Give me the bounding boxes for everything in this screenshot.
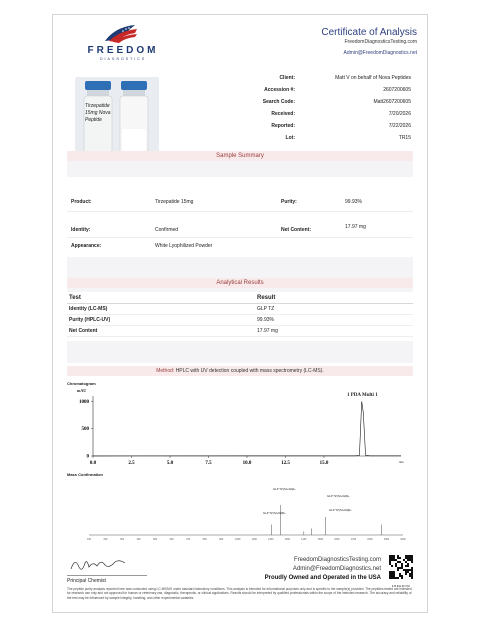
summary-table (67, 177, 413, 285)
vial-photo (75, 77, 159, 159)
mass-x-tick-label: 800 (202, 538, 207, 541)
qr-module (405, 571, 407, 573)
qr-module (401, 577, 403, 579)
qr-module (389, 571, 391, 573)
qr-module (407, 571, 409, 573)
result-test: Purity (HPLC-UV) (69, 317, 111, 323)
qr-module (389, 555, 391, 557)
info-row (203, 75, 411, 87)
info-row (203, 111, 411, 123)
method-label: Method: (156, 368, 175, 374)
qr-module (389, 557, 391, 559)
method-text: HPLC with UV detection coupled with mass spectrometry (LC-MS). (175, 368, 324, 374)
footer-website[interactable]: FreedomDiagnosticsTesting.com (293, 557, 381, 563)
qr-module (389, 559, 391, 561)
footer-contact (257, 557, 381, 581)
net-content-label: Net Content: (281, 227, 311, 233)
info-label: Lot: (285, 135, 295, 141)
results-row-rule (67, 336, 413, 337)
signature (69, 553, 129, 575)
qr-module (391, 573, 393, 575)
qr-module (391, 557, 393, 559)
qr-module (411, 559, 413, 561)
mass-x-tick-label: 900 (219, 538, 224, 541)
mass-x-tick-label: 1000 (235, 538, 241, 541)
qr-module (391, 555, 393, 557)
analytical-results-heading: Analytical Results (67, 278, 413, 288)
qr-module (393, 571, 395, 573)
qr-module (397, 569, 399, 571)
mass-confirmation-label: Mass Confirmation (67, 472, 104, 477)
qr-caption: FREEDOM (391, 584, 411, 588)
qr-module (407, 565, 409, 567)
qr-module (393, 577, 395, 579)
qr-code (387, 555, 415, 588)
qr-module (409, 557, 411, 559)
chemist-title: Principal Chemist (67, 578, 106, 584)
qr-module (401, 575, 403, 577)
qr-module (409, 575, 411, 577)
qr-module (395, 565, 397, 567)
mass-x-tick-label: 1200 (268, 538, 274, 541)
qr-module (397, 555, 399, 557)
mass-x-tick-label: 1500 (317, 538, 324, 541)
appearance-value: White Lyophilized Powder (155, 243, 213, 249)
qr-module (393, 559, 395, 561)
mass-spectrum-chart (67, 477, 413, 543)
qr-module (391, 577, 393, 579)
info-value: 7/20/2026 (388, 111, 411, 117)
mass-x-tick-label: 1400 (301, 538, 307, 541)
mass-annotation: GLP TZ [M+4H]4+ (273, 487, 296, 491)
chromatogram-label: Chromatogram (67, 381, 96, 386)
qr-module (393, 575, 395, 577)
qr-module (391, 575, 393, 577)
qr-module (399, 557, 401, 559)
analytical-spacer (67, 288, 413, 292)
qr-code-icon (387, 555, 415, 579)
y-tick-label: 1000 (79, 399, 89, 405)
qr-module (405, 569, 407, 571)
footer-email[interactable]: Admin@FreedomDiagnostics.net (292, 566, 381, 572)
qr-module (391, 571, 393, 573)
info-row (203, 99, 411, 111)
qr-module (411, 567, 413, 569)
qr-module (401, 563, 403, 565)
results-row-rule (67, 325, 413, 326)
purity-label: Purity: (281, 199, 297, 205)
info-value: Matt V on behalf of Nova Peptides (335, 75, 411, 81)
product-value: Tirzepatide 15mg (155, 199, 194, 205)
y-tick-label: 500 (81, 427, 89, 433)
x-tick-label: 2.5 (128, 461, 135, 466)
x-tick-label: 15.0 (319, 461, 329, 466)
qr-module (391, 565, 393, 567)
x-tick-label: 0.0 (89, 461, 97, 466)
qr-module (407, 555, 409, 557)
qr-module (409, 569, 411, 571)
chromatogram-panel (67, 386, 413, 470)
disclaimer: The peptide purity analysis reported here was conducted using LC-MS/MS under standard laboratory conditions. This analysis is intended for informational purposes only and is specific to the sample(s) provided. The peptides tested are intended for research use only and not approved for human or veterinary use, diagnostic, therapeutic, or clinical applications. Results should be interpreted by qualified professionals within the scope of the intended research. The accuracy and reliability of the test may be influenced by sample integrity, handling, and other experimental variables. (67, 587, 412, 600)
vial-label-text: Tirzepatide 15mg Nova Peptide (85, 103, 111, 123)
qr-module (411, 573, 413, 575)
identity-label: Identity: (71, 227, 91, 233)
brand-logo (83, 23, 163, 63)
mass-x-tick-label: 500 (153, 538, 158, 541)
results-row-rule (67, 314, 413, 315)
qr-module (405, 565, 407, 567)
info-row (203, 123, 411, 135)
qr-module (389, 575, 391, 577)
qr-module (399, 561, 401, 563)
qr-module (395, 559, 397, 561)
mass-annotation: GLP TZ [M+6H]6+ (329, 508, 352, 512)
qr-module (397, 557, 399, 559)
qr-module (405, 561, 407, 563)
mass-x-tick-label: 300 (120, 538, 125, 541)
qr-module (407, 557, 409, 559)
info-label: Received: (271, 111, 295, 117)
info-label: Accession #: (264, 87, 295, 93)
signature-line (67, 575, 147, 576)
qr-module (395, 563, 397, 565)
info-value: 2607200605 (383, 87, 411, 93)
net-content-value: 17.97 mg (345, 224, 366, 230)
qr-module (393, 555, 395, 557)
result-test: Identity (LC-MS) (69, 306, 108, 312)
qr-module (391, 559, 393, 561)
qr-module (409, 573, 411, 575)
qr-module (411, 555, 413, 557)
mass-panel (67, 477, 413, 543)
info-value: 7/22/2026 (388, 123, 411, 129)
qr-module (405, 557, 407, 559)
mass-annotation: GLP TZ [M+3H]3+ (327, 494, 350, 498)
mass-x-tick-label: 100 (87, 538, 91, 541)
qr-module (401, 567, 403, 569)
qr-module (407, 563, 409, 565)
qr-module (411, 571, 413, 573)
qr-module (397, 567, 399, 569)
identity-value: Confirmed (155, 227, 179, 233)
mass-annotation: GLP TZ [M+5H]5+ (263, 511, 286, 515)
mass-x-tick-label: 200 (103, 538, 108, 541)
result-value: GLP TZ (257, 306, 275, 312)
signature-text (69, 553, 75, 554)
results-header-rule (67, 303, 413, 304)
info-value: Matt2607200605 (373, 99, 411, 105)
result-value: 17.97 mg (257, 328, 278, 334)
header-email[interactable]: Admin@FreedomDiagnostics.net (343, 50, 417, 56)
chromatogram-unit-label: mAU (77, 388, 87, 393)
summary-divider (67, 237, 413, 238)
info-label: Client: (279, 75, 295, 81)
qr-module (405, 555, 407, 557)
chromatogram-chart (67, 386, 413, 470)
qr-module (393, 573, 395, 575)
result-value: 99.93% (257, 317, 274, 323)
x-tick-label: 12.5 (281, 461, 290, 466)
mass-x-tick-label: 1900 (383, 538, 390, 541)
info-value: TR15 (398, 135, 411, 141)
qr-module (411, 569, 413, 571)
info-label: Reported: (271, 123, 295, 129)
summary-spacer (67, 161, 413, 177)
chromatogram-peak-label: 1 PDA Multi 1 (347, 393, 378, 398)
qr-module (409, 559, 411, 561)
footer-tagline: Proudly Owned and Operated in the USA (264, 575, 381, 581)
flag-icon (101, 23, 141, 45)
qr-module (395, 577, 397, 579)
y-tick-label: 0 (86, 454, 89, 460)
qr-module (403, 559, 405, 561)
info-row (203, 87, 411, 99)
header-website[interactable]: FreedomDiagnosticsTesting.com (344, 39, 417, 45)
qr-module (399, 573, 401, 575)
chromatogram-x-unit: min (399, 460, 404, 464)
brand-name: FREEDOM (87, 45, 159, 56)
qr-module (409, 555, 411, 557)
certificate-page (52, 14, 428, 613)
qr-module (411, 557, 413, 559)
qr-module (405, 573, 407, 575)
qr-module (389, 573, 391, 575)
qr-module (411, 575, 413, 577)
purity-value: 99.93% (345, 199, 362, 205)
summary-divider (67, 211, 413, 212)
qr-module (389, 561, 391, 563)
qr-module (407, 559, 409, 561)
mass-x-tick-label: 400 (136, 538, 141, 541)
x-tick-label: 10.0 (242, 461, 252, 466)
qr-module (401, 565, 403, 567)
mass-x-tick-label: 1300 (284, 538, 290, 541)
qr-module (411, 577, 413, 579)
col-result-header: Result (257, 295, 276, 301)
mass-x-tick-label: 1700 (350, 538, 357, 541)
mass-x-tick-label: 1800 (367, 538, 373, 541)
qr-module (389, 563, 391, 565)
method-band (67, 366, 413, 376)
qr-module (389, 577, 391, 579)
info-label: Search Code: (262, 99, 295, 105)
info-row (203, 135, 411, 147)
mass-x-tick-label: 2000 (400, 538, 406, 541)
appearance-label: Appearance: (71, 243, 102, 249)
sample-summary-heading: Sample Summary (67, 151, 413, 161)
info-block (203, 75, 411, 147)
mass-x-tick-label: 1600 (334, 538, 340, 541)
mass-x-tick-label: 600 (169, 538, 174, 541)
qr-module (403, 569, 405, 571)
qr-module (407, 569, 409, 571)
x-tick-label: 5.0 (166, 461, 174, 466)
product-label: Product: (71, 199, 92, 205)
qr-module (399, 575, 401, 577)
qr-module (397, 561, 399, 563)
title-block (321, 27, 417, 56)
mass-x-tick-label: 700 (186, 538, 191, 541)
page-title: Certificate of Analysis (321, 27, 417, 38)
brand-sub: DIAGNOSTICS (99, 57, 147, 61)
qr-module (411, 561, 413, 563)
chromatogram-trace (93, 401, 401, 455)
mass-x-tick-label: 1100 (251, 538, 257, 541)
method-spacer (67, 341, 413, 363)
qr-module (397, 577, 399, 579)
result-test: Net Content (69, 328, 98, 334)
col-test-header: Test (69, 295, 81, 301)
qr-module (399, 567, 401, 569)
x-tick-label: 7.5 (205, 461, 212, 466)
qr-module (393, 557, 395, 559)
